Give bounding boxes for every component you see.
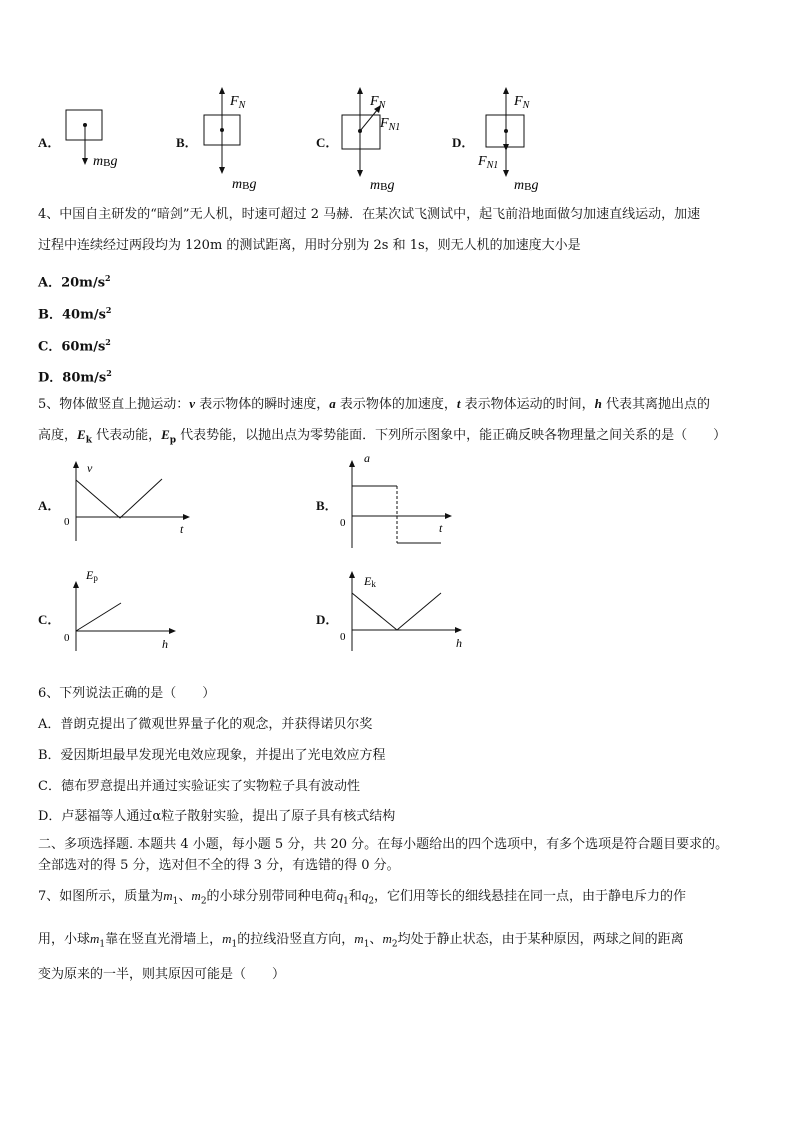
x-label: t — [439, 521, 443, 535]
arrow-head-icon — [455, 627, 462, 633]
q4-option-d[interactable]: D．$80m/s^2$ — [38, 368, 112, 386]
q5-stem-line1: 5、物体做竖直上抛运动：v 表示物体的瞬时速度，a 表示物体的加速度，t 表示物体运动的时间，h 代表其离抛出点的 — [38, 396, 710, 412]
q3-option-c-diagram — [334, 85, 434, 195]
arrow-head-icon — [219, 87, 225, 94]
q3-option-d-letter: D． — [452, 135, 475, 150]
q5-graph-a[interactable] — [58, 455, 198, 545]
q6-option-c[interactable]: C．德布罗意提出并通过实验证实了实物粒子具有波动性 — [38, 779, 360, 794]
q6-option-b[interactable]: B．爱因斯坦最早发现光电效应现象，并提出了光电效应方程 — [38, 748, 386, 763]
arrow-head-icon — [183, 514, 190, 520]
y-label: v — [87, 461, 93, 475]
arrow-head-icon — [169, 628, 176, 634]
q5-option-b-letter: B． — [316, 498, 338, 513]
q3-option-c-letter: C． — [316, 135, 339, 150]
q3-b-mg-label: mBg — [232, 177, 257, 192]
arrow-head-icon — [349, 571, 355, 578]
q5-option-d-letter: D． — [316, 612, 339, 627]
q3-option-a-diagram — [60, 105, 150, 175]
x-label: t — [180, 522, 184, 536]
arrow-head-icon — [357, 87, 363, 94]
q6-stem: 6、下列说法正确的是（ ） — [38, 686, 216, 701]
q3-b-fn-label: $F_N$ — [230, 94, 246, 111]
q3-d-fn-label: $F_N$ — [514, 94, 530, 111]
origin-label: 0 — [340, 517, 346, 529]
q4-stem-line1: 4、中国自主研发的“暗剑”无人机，时速可超过 2 马赫．在某次试飞测试中，起飞前沿地面做匀加速直线运动，加速 — [38, 207, 701, 222]
q3-option-d-diagram — [474, 85, 574, 195]
q6-option-a[interactable]: A．普朗克提出了微观世界量子化的观念，并获得诺贝尔奖 — [38, 717, 373, 732]
q5-graph-b[interactable] — [334, 450, 464, 550]
y-label: a — [364, 451, 370, 465]
arrow-head-icon — [349, 460, 355, 467]
q7-stem-line1: 7、如图所示，质量为$m_1$、$m_2$的小球分别带同种电荷$q_1$和$q_2$，它们用等长的细线悬挂在同一点，由于静电斥力的作 — [38, 888, 687, 907]
graph-line — [76, 603, 121, 631]
arrow-head-icon — [73, 581, 79, 588]
graph-curve — [352, 593, 441, 630]
origin-label: 0 — [64, 632, 70, 644]
y-label: Ek — [364, 574, 376, 589]
arrow-head-icon — [503, 87, 509, 94]
arrow-head-icon — [82, 158, 88, 165]
q3-option-a-letter: A． — [38, 135, 61, 150]
q4-option-b[interactable]: B．$40m/s^2$ — [38, 305, 112, 323]
fn1-arrow — [360, 109, 378, 131]
x-label: h — [456, 636, 462, 650]
graph-curve — [76, 479, 162, 518]
arrow-head-icon — [219, 167, 225, 174]
q5-graph-d[interactable] — [334, 567, 474, 652]
q3-c-fn-label: $F_N$ — [370, 94, 386, 111]
arrow-head-icon — [73, 461, 79, 468]
q3-a-mg-label: mBg — [93, 154, 118, 169]
arrow-head-icon — [357, 170, 363, 177]
y-label: Ep — [86, 568, 98, 583]
q5-graph-c[interactable] — [58, 563, 188, 653]
q6-option-d[interactable]: D．卢瑟福等人通过α粒子散射实验，提出了原子具有核式结构 — [38, 809, 396, 824]
q5-option-c-letter: C． — [38, 612, 61, 627]
q7-stem-line2: 用，小球$m_1$靠在竖直光滑墙上，$m_1$的拉线沿竖直方向，$m_1$、$m_2$均处于静止状态，由于某种原因，两球之间的距离 — [38, 931, 684, 950]
arrow-head-icon — [503, 170, 509, 177]
q3-c-fn1-label: $F_{N1}$ — [380, 116, 401, 133]
q7-stem-line3: 变为原来的一半，则其原因可能是（ ） — [38, 967, 286, 982]
q3-d-mg-label: mBg — [514, 178, 539, 193]
q5-stem-line2: 高度，$E_k$ 代表动能，$E_p$ 代表势能，以抛出点为零势能面．下列所示图象中，能正确反映各物理量之间关系的是（ ） — [38, 427, 727, 446]
q3-d-fn1-label: $F_{N1}$ — [478, 154, 499, 171]
q3-option-b-letter: B． — [176, 135, 198, 150]
x-label: h — [162, 637, 168, 651]
q4-option-a[interactable]: A．$20m/s^2$ — [38, 273, 111, 291]
q4-stem-line2: 过程中连续经过两段均为 120m 的测试距离，用时分别为 2s 和 1s，则无人机的加速度大小是 — [38, 238, 581, 253]
origin-label: 0 — [64, 516, 70, 528]
q5-option-a-letter: A． — [38, 498, 61, 513]
q3-option-b-diagram — [196, 85, 286, 195]
q3-c-mg-label: mBg — [370, 178, 395, 193]
section2-heading-line1: 二、多项选择题. 本题共 4 小题，每小题 5 分，共 20 分。在每小题给出的四个选项中，有多个选项是符合题目要求的。 — [38, 837, 729, 852]
q4-option-c[interactable]: C．$60m/s^2$ — [38, 337, 111, 355]
section2-heading-line2: 全部选对的得 5 分，选对但不全的得 3 分，有选错的得 0 分。 — [38, 858, 400, 873]
origin-label: 0 — [340, 631, 346, 643]
arrow-head-icon — [445, 513, 452, 519]
